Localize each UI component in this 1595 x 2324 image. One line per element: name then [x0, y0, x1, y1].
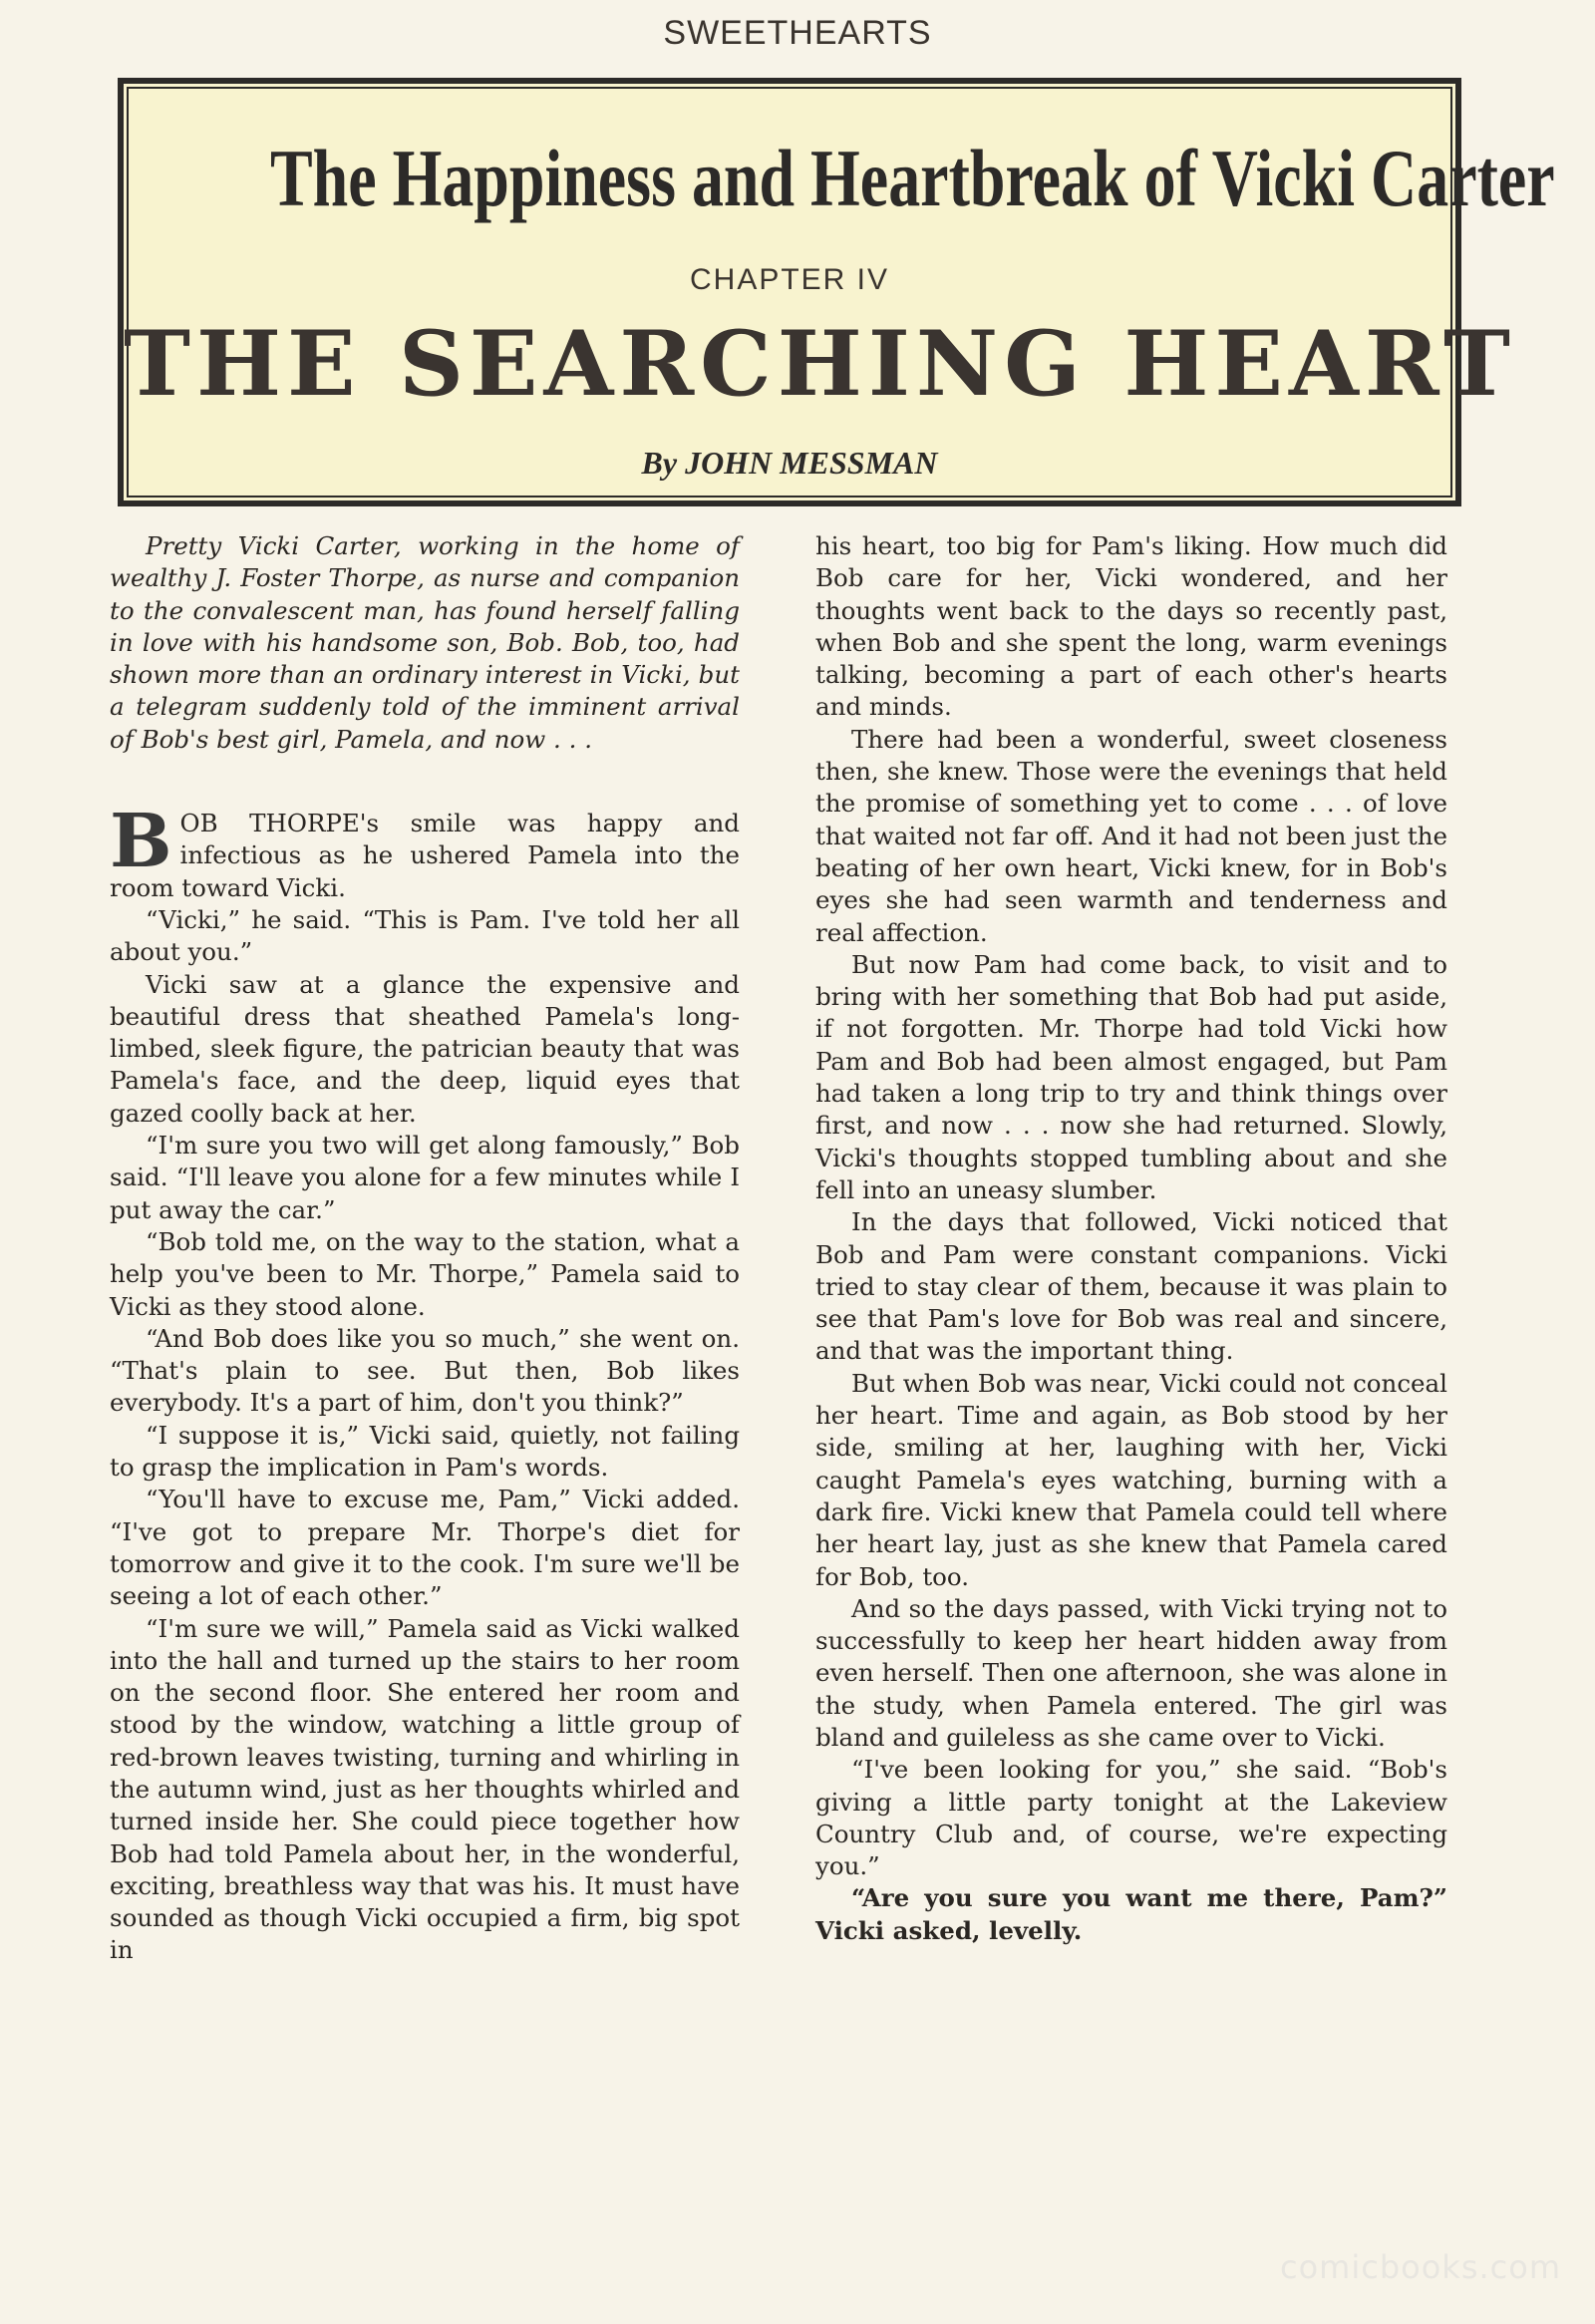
body-paragraph [110, 799, 740, 904]
left-column [110, 530, 740, 1967]
body-paragraph: his heart, too big for Pam's liking. How much did Bob care for her, Vicki wondered, and her thoughts went back to the days so recently past, when Bob and she spent the long, warm evenings talking, becoming a part of each other's hearts and minds. [815, 531, 1447, 722]
body-paragraph: “Are you sure you want me there, Pam?” Vicki asked, levelly. [815, 1883, 1447, 1945]
story-title: THE SEARCHING HEART [124, 311, 1517, 417]
paragraph-text: OB THORPE's smile was happy and infectious as he ushered Pamela into the room toward Vicki. [110, 809, 740, 902]
body-paragraph: “I suppose it is,” Vicki said, quietly, not failing to grasp the implication in Pam's words. [110, 1420, 740, 1483]
body-paragraph: “And Bob does like you so much,” she went on. “That's plain to see. But then, Bob likes everybody. It's a part of him, don't you think?” [110, 1323, 740, 1418]
chapter-label: CHAPTER IV [689, 263, 890, 296]
body-paragraph: In the days that followed, Vicki noticed that Bob and Pam were constant companions. Vicki tried to stay clear of them, because it was plain to see that Pam's love for Bob was real and sincere, and that was the important thing. [815, 1207, 1447, 1366]
watermark: comicbooks.com [1279, 2248, 1561, 2286]
body-paragraph: “Bob told me, on the way to the station, what a help you've been to Mr. Thorpe,” Pamela said to Vicki as they stood alone. [110, 1226, 740, 1321]
series-title: The Happiness and Heartbreak of Vicki Carter [269, 133, 1555, 223]
body-paragraph: “You'll have to excuse me, Pam,” Vicki added. “I've got to prepare Mr. Thorpe's diet for tomorrow and give it to the cook. I'm sure we'll be seeing a lot of each other.” [110, 1485, 740, 1611]
body-paragraph: Vicki saw at a glance the expensive and beautiful dress that sheathed Pamela's long-limbed, sleek figure, the patrician beauty that was Pamela's face, and the deep, liquid eyes that gazed coolly back at her. [110, 969, 740, 1128]
body-paragraph: “I'm sure we will,” Pamela said as Vicki walked into the hall and turned up the stairs to her room on the second floor. She entered her room and stood by the window, watching a little group of red-brown leaves twisting, turning and whirling in the autumn wind, just as her thoughts whirled and turned inside her. She could piece together how Bob had told Pamela about her, in the wonderful, exciting, breathless way that was his. It must have sounded as though Vicki occupied a firm, big spot in [110, 1613, 740, 1965]
body-paragraph: “I'm sure you two will get along famously,” Bob said. “I'll leave you alone for a few minutes while I put away the car.” [110, 1131, 740, 1224]
intro-synopsis: Pretty Vicki Carter, working in the home of wealthy J. Foster Thorpe, as nurse and companion to the convalescent man, has found herself falling in love with his handsome son, Bob. Bob, too, had shown more than an ordinary interest in Vicki, but a telegram suddenly told of the imminent arrival of Bob's best girl, Pamela, and now . . . [110, 531, 740, 754]
running-head: SWEETHEARTS [663, 14, 932, 52]
title-box [118, 78, 1555, 506]
drop-cap: B [110, 799, 172, 885]
byline: By JOHN MESSMAN [641, 445, 938, 481]
body-paragraph: There had been a wonderful, sweet closeness then, she knew. Those were the evenings that held the promise of something yet to come . . . of love that waited not far off. And it had not been just the beating of her own heart, Vicki knew, for in Bob's eyes she had seen warmth and tenderness and real affection. [815, 724, 1447, 947]
body-paragraph: But when Bob was near, Vicki could not conceal her heart. Time and again, as Bob stood by her side, smiling at her, laughing with her, Vicki caught Pamela's eyes watching, burning with a dark fire. Vicki knew that Pamela could tell where her heart lay, just as she knew that Pamela cared for Bob, too. [815, 1368, 1447, 1591]
body-paragraph: But now Pam had come back, to visit and to bring with her something that Bob had put aside, if not forgotten. Mr. Thorpe had told Vicki how Pam and Bob had been almost engaged, but Pam had taken a long trip to try and think things over first, and now . . . now she had returned. Slowly, Vicki's thoughts stopped tumbling about and she fell into an uneasy slumber. [815, 949, 1447, 1204]
body-paragraph: “I've been looking for you,” she said. “Bob's giving a little party tonight at the Lakeview Country Club and, of course, we're expecting you.” [815, 1755, 1447, 1881]
body-paragraph: And so the days passed, with Vicki trying not to successfully to keep her heart hidden away from even herself. Then one afternoon, she was alone in the study, when Pamela entered. The girl was bland and guileless as she came over to Vicki. [815, 1593, 1447, 1752]
right-column [815, 530, 1447, 1947]
body-paragraph: “Vicki,” he said. “This is Pam. I've told her all about you.” [110, 904, 740, 967]
